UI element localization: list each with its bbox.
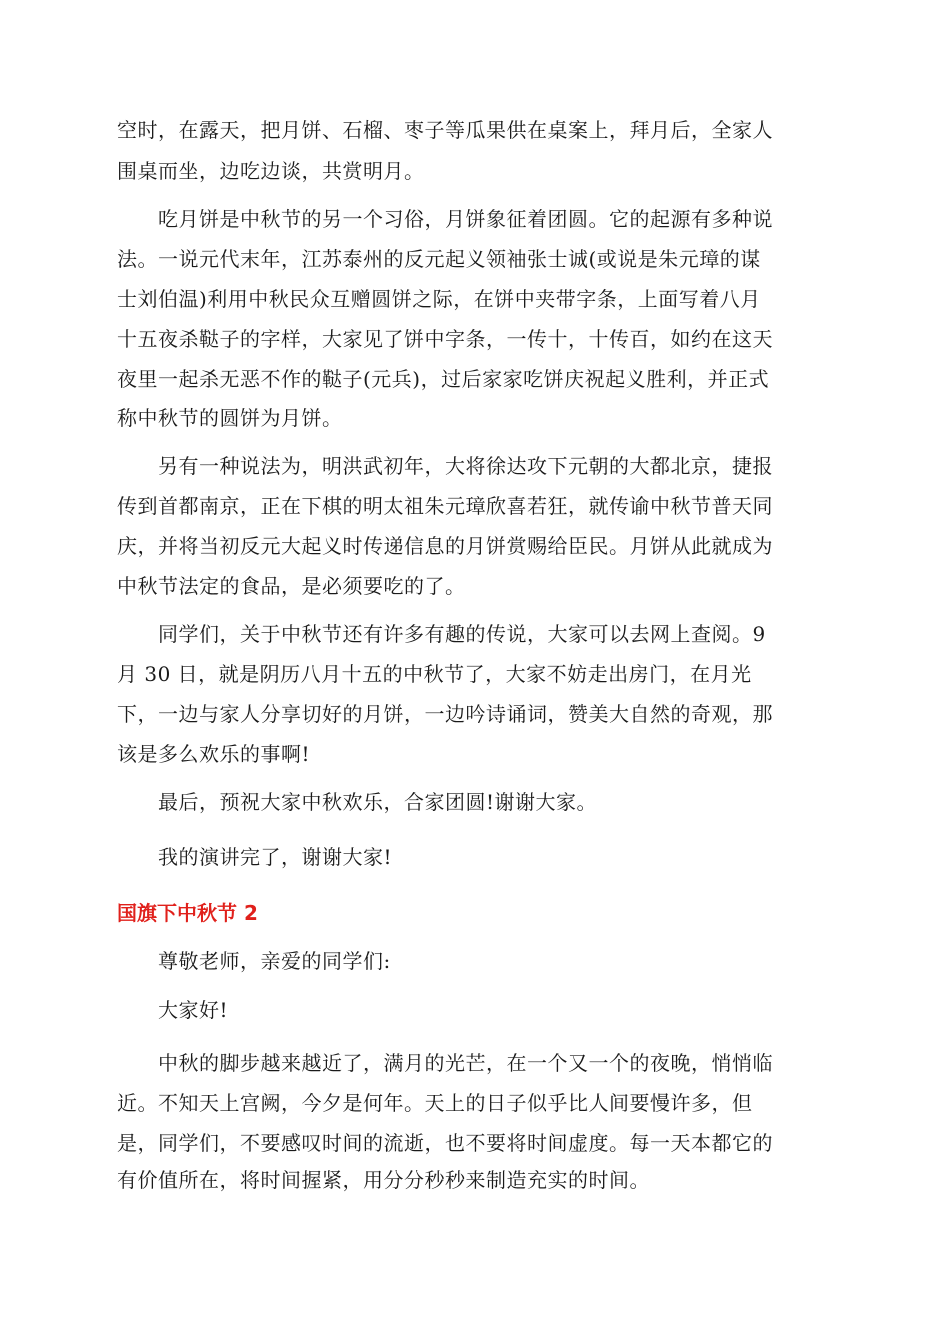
text-line: 该是多么欢乐的事啊! bbox=[117, 742, 311, 766]
text-line: 月 30 日，就是阴历八月十五的中秋节了，大家不妨走出房门，在月光 bbox=[117, 662, 752, 686]
text-line: 尊敬老师，亲爱的同学们: bbox=[117, 949, 391, 973]
text-line: 空时，在露天，把月饼、石榴、枣子等瓜果供在桌案上，拜月后，全家人 bbox=[117, 118, 773, 142]
text-line: 同学们，关于中秋节还有许多有趣的传说，大家可以去网上查阅。9 bbox=[117, 622, 766, 646]
text-line: 庆，并将当初反元大起义时传递信息的月饼赏赐给臣民。月饼从此就成为 bbox=[117, 534, 773, 558]
text-line: 围桌而坐，边吃边谈，共赏明月。 bbox=[117, 159, 425, 183]
text-line: 法。一说元代末年，江苏泰州的反元起义领袖张士诚(或说是朱元璋的谋 bbox=[117, 247, 761, 271]
section-heading: 国旗下中秋节 2 bbox=[117, 901, 258, 925]
text-line: 近。不知天上宫阙，今夕是何年。天上的日子似乎比人间要慢许多，但 bbox=[117, 1091, 753, 1115]
text-line: 十五夜杀鞑子的字样，大家见了饼中字条，一传十，十传百，如约在这天 bbox=[117, 327, 773, 351]
text-line: 吃月饼是中秋节的另一个习俗，月饼象征着团圆。它的起源有多种说 bbox=[117, 207, 773, 231]
text-line: 下，一边与家人分享切好的月饼，一边吟诗诵词，赞美大自然的奇观，那 bbox=[117, 702, 773, 726]
text-line: 另有一种说法为，明洪武初年，大将徐达攻下元朝的大都北京，捷报 bbox=[117, 454, 773, 478]
text-line: 我的演讲完了，谢谢大家! bbox=[117, 845, 393, 869]
text-line: 称中秋节的圆饼为月饼。 bbox=[117, 406, 343, 430]
text-line: 有价值所在，将时间握紧，用分分秒秒来制造充实的时间。 bbox=[117, 1168, 650, 1192]
text-line: 是，同学们，不要感叹时间的流逝，也不要将时间虚度。每一天本都它的 bbox=[117, 1131, 773, 1155]
text-line: 夜里一起杀无恶不作的鞑子(元兵)，过后家家吃饼庆祝起义胜利，并正式 bbox=[117, 367, 770, 391]
text-line: 中秋的脚步越来越近了，满月的光芒，在一个又一个的夜晚，悄悄临 bbox=[117, 1051, 773, 1075]
text-line: 传到首都南京，正在下棋的明太祖朱元璋欣喜若狂，就传谕中秋节普天同 bbox=[117, 494, 773, 518]
text-line: 中秋节法定的食品，是必须要吃的了。 bbox=[117, 574, 466, 598]
text-line: 最后，预祝大家中秋欢乐，合家团圆!谢谢大家。 bbox=[117, 790, 598, 814]
text-line: 士刘伯温)利用中秋民众互赠圆饼之际，在饼中夹带字条，上面写着八月 bbox=[117, 287, 761, 311]
text-line: 大家好! bbox=[117, 998, 229, 1022]
